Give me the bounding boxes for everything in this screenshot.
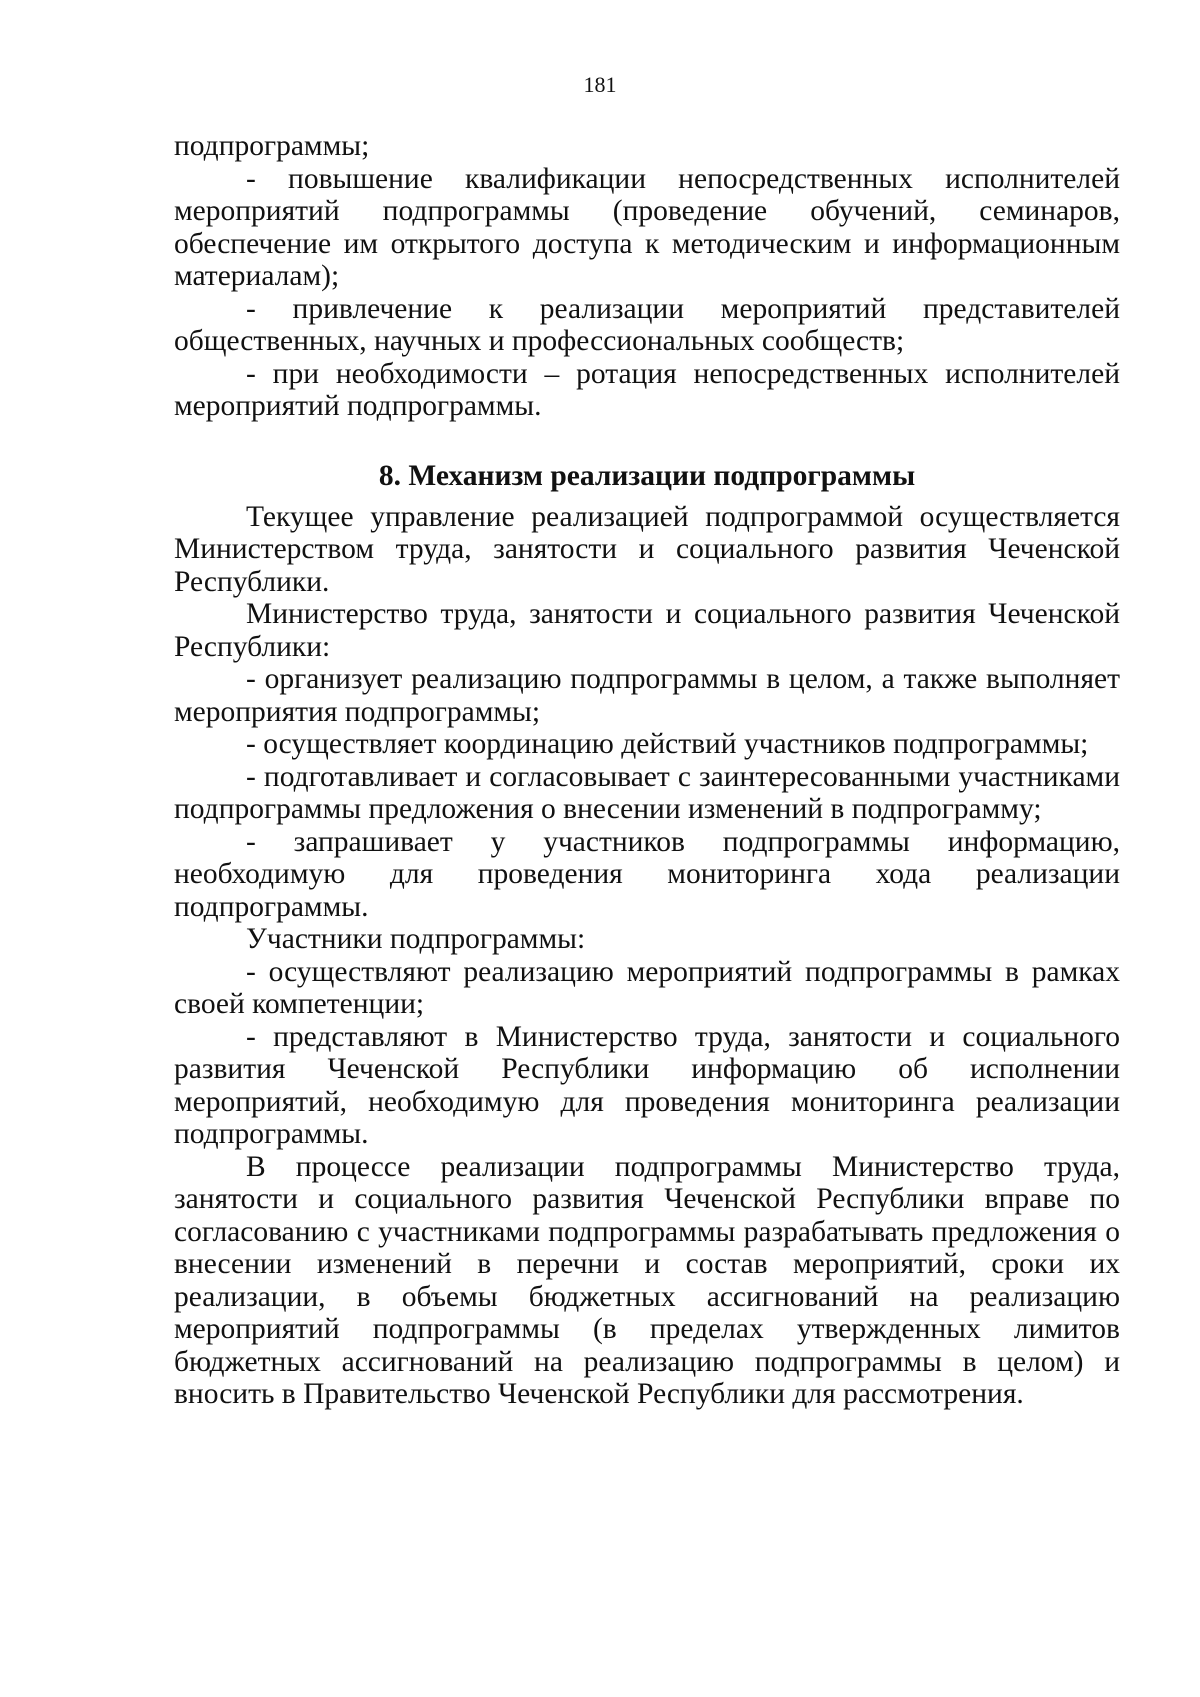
list-item-requests-info: - запрашивает у участников подпрограммы информацию, необходимую для проведения мониторинга хода реализации подпрограммы. [174, 825, 1120, 923]
list-item-coordinates: - осуществляет координацию действий участников подпрограммы; [246, 728, 1089, 760]
list-item-qualification: - повышение квалификации непосредственных исполнителей мероприятий подпрограммы (проведение обучений, семинаров, обеспечение им открытого доступа к методическим и информационным материалам); [174, 162, 1120, 292]
list-item-rotation: - при необходимости – ротация непосредственных исполнителей мероприятий подпрограммы. [174, 357, 1120, 422]
list-item-organizes: - организует реализацию подпрограммы в целом, а также выполняет мероприятия подпрограммы; [174, 663, 1120, 728]
paragraph-current-management: Текущее управление реализацией подпрограммой осуществляется Министерством труда, занятости и социального развития Чеченской Республики. [174, 500, 1120, 598]
paragraph-ministry-intro: Министерство труда, занятости и социального развития Чеченской Республики: [174, 598, 1120, 663]
list-item-prepares-changes: - подготавливает и согласовывает с заинтересованными участниками подпрограммы предложения о внесении изменений в подпрограмму; [174, 760, 1120, 825]
section-heading: 8. Механизм реализации подпрограммы [378, 459, 916, 492]
paragraph-continuation: подпрограммы; [174, 130, 370, 162]
paragraph-participants-intro: Участники подпрограммы: [246, 923, 586, 955]
document-body [174, 130, 1120, 1411]
paragraph-changes-procedure: В процессе реализации подпрограммы Министерство труда, занятости и социального развития Чеченской Республики вправе по согласованию с участниками подпрограммы разрабатывать предложения о внесении изменений в перечни и состав мероприятий, сроки их реализации, в объемы бюджетных ассигнований на реализацию мероприятий подпрограммы (в пределах утвержденных лимитов бюджетных ассигнований на реализацию подпрограммы в целом) и вносить в Правительство Чеченской Республики для рассмотрения. [174, 1150, 1120, 1410]
list-item-engagement: - привлечение к реализации мероприятий представителей общественных, научных и профессиональных сообществ; [174, 292, 1120, 357]
list-item-report: - представляют в Министерство труда, занятости и социального развития Чеченской Республики информацию об исполнении мероприятий, необходимую для проведения мониторинга реализации подпрограммы. [174, 1020, 1120, 1150]
list-item-implement: - осуществляют реализацию мероприятий подпрограммы в рамках своей компетенции; [174, 955, 1120, 1020]
page-number: 181 [583, 72, 617, 97]
